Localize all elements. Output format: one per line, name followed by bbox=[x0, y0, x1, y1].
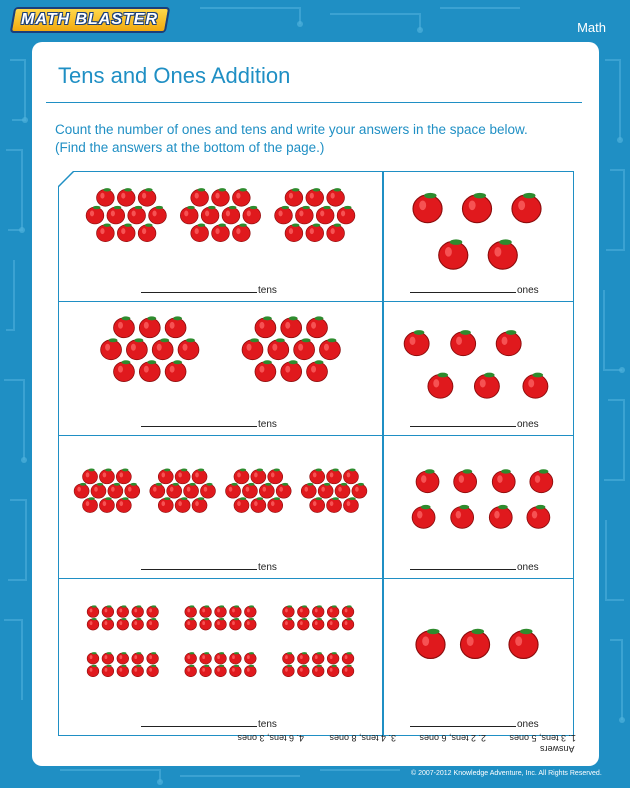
page-title: Tens and Ones Addition bbox=[58, 63, 291, 88]
apple-icon bbox=[126, 338, 147, 359]
apple-icon bbox=[125, 483, 140, 498]
answer-item-4: 4. 6 tens, 3 ones bbox=[237, 733, 304, 743]
apple-icon bbox=[281, 316, 302, 337]
apple-icon bbox=[180, 206, 198, 224]
apple-icon bbox=[230, 665, 242, 677]
apple-icon bbox=[215, 665, 227, 677]
apple-icon bbox=[117, 618, 129, 630]
apple-icon bbox=[117, 605, 129, 617]
apple-icon bbox=[244, 618, 256, 630]
apple-icon bbox=[152, 338, 173, 359]
apple-icon bbox=[147, 618, 159, 630]
apple-icon bbox=[138, 188, 156, 206]
apple-icon bbox=[297, 652, 309, 664]
apple-icon bbox=[318, 483, 333, 498]
apple-icon bbox=[327, 665, 339, 677]
apple-icon bbox=[492, 469, 515, 492]
apple-icon bbox=[342, 665, 354, 677]
apple-icon bbox=[327, 497, 342, 512]
apple-icon bbox=[342, 605, 354, 617]
apple-icon bbox=[276, 483, 291, 498]
apple-icon bbox=[165, 360, 186, 381]
apple-icon bbox=[117, 652, 129, 664]
apple-icon bbox=[251, 468, 266, 483]
apple-icon bbox=[185, 618, 197, 630]
apple-icon bbox=[83, 468, 98, 483]
apple-icon bbox=[312, 618, 324, 630]
apple-icon bbox=[212, 188, 230, 206]
logo-text: MATH BLASTER bbox=[21, 11, 159, 28]
ones-answer-blank[interactable] bbox=[410, 560, 516, 570]
apple-icon bbox=[185, 665, 197, 677]
apple-icon bbox=[283, 605, 295, 617]
apple-icon bbox=[343, 497, 358, 512]
apple-icon bbox=[117, 188, 135, 206]
apple-icon bbox=[226, 483, 241, 498]
apple-icon bbox=[132, 618, 144, 630]
apple-icon bbox=[404, 330, 429, 356]
tens-answer-blank[interactable] bbox=[141, 560, 257, 570]
apple-icon bbox=[117, 224, 135, 242]
apple-icon bbox=[312, 605, 324, 617]
apple-icon bbox=[175, 497, 190, 512]
apple-icon bbox=[451, 330, 476, 356]
apple-icon bbox=[102, 605, 114, 617]
apple-icon bbox=[230, 618, 242, 630]
ones-apples bbox=[384, 436, 573, 578]
apple-icon bbox=[243, 206, 261, 224]
apple-icon bbox=[343, 468, 358, 483]
apple-icon bbox=[316, 206, 334, 224]
tens-apples bbox=[59, 579, 382, 735]
apple-icon bbox=[97, 224, 115, 242]
answers-title: Answers bbox=[540, 744, 575, 754]
apple-icon bbox=[200, 483, 215, 498]
apple-icon bbox=[158, 497, 173, 512]
apple-icon bbox=[412, 505, 435, 528]
apple-icon bbox=[244, 665, 256, 677]
apple-icon bbox=[244, 605, 256, 617]
apple-icon bbox=[294, 338, 315, 359]
apple-icon bbox=[312, 652, 324, 664]
apple-icon bbox=[251, 497, 266, 512]
answer-item-2: 2. 2 tens, 6 ones bbox=[419, 733, 486, 743]
apple-icon bbox=[242, 338, 263, 359]
apple-icon bbox=[439, 239, 468, 269]
tens-apples bbox=[59, 436, 382, 578]
apple-icon bbox=[138, 224, 156, 242]
apple-icon bbox=[337, 206, 355, 224]
apple-icon bbox=[283, 665, 295, 677]
apple-icon bbox=[297, 665, 309, 677]
apple-icon bbox=[102, 618, 114, 630]
ones-cell bbox=[383, 301, 574, 436]
apple-icon bbox=[86, 206, 104, 224]
apple-icon bbox=[416, 629, 445, 659]
apple-icon bbox=[114, 316, 135, 337]
apple-icon bbox=[191, 188, 209, 206]
answer-item-1: 1. 3 tens, 5 ones bbox=[509, 733, 576, 743]
apple-icon bbox=[297, 618, 309, 630]
ones-answer-line[interactable] bbox=[410, 417, 539, 430]
tens-label: tens bbox=[258, 719, 277, 730]
apple-icon bbox=[327, 468, 342, 483]
apple-icon bbox=[185, 605, 197, 617]
apple-icon bbox=[191, 224, 209, 242]
apple-icon bbox=[102, 665, 114, 677]
apple-icon bbox=[488, 239, 517, 269]
apple-icon bbox=[87, 652, 99, 664]
apple-icon bbox=[192, 497, 207, 512]
tens-answer-blank[interactable] bbox=[141, 417, 257, 427]
apple-icon bbox=[108, 483, 123, 498]
apple-icon bbox=[167, 483, 182, 498]
apple-icon bbox=[158, 468, 173, 483]
apple-icon bbox=[285, 188, 303, 206]
apple-icon bbox=[99, 468, 114, 483]
apple-icon bbox=[496, 330, 521, 356]
apple-icon bbox=[87, 605, 99, 617]
apple-icon bbox=[215, 618, 227, 630]
instruction-line-1: Count the number of ones and tens and write your answers in the space below. bbox=[55, 122, 528, 137]
apple-icon bbox=[192, 468, 207, 483]
apple-icon bbox=[74, 483, 89, 498]
apple-icon bbox=[512, 193, 541, 223]
apple-icon bbox=[200, 652, 212, 664]
apple-icon bbox=[342, 618, 354, 630]
apple-icon bbox=[523, 373, 548, 399]
apple-icon bbox=[268, 468, 283, 483]
apple-icon bbox=[413, 193, 442, 223]
apple-icon bbox=[297, 605, 309, 617]
apple-icon bbox=[178, 338, 199, 359]
apple-icon bbox=[234, 468, 249, 483]
apple-icon bbox=[222, 206, 240, 224]
apple-icon bbox=[215, 652, 227, 664]
copyright: © 2007-2012 Knowledge Adventure, Inc. All Rights Reserved. bbox=[411, 770, 602, 777]
apple-icon bbox=[147, 652, 159, 664]
apple-icon bbox=[201, 206, 219, 224]
apple-icon bbox=[200, 618, 212, 630]
apple-icon bbox=[132, 605, 144, 617]
apple-icon bbox=[107, 206, 125, 224]
tens-answer-blank[interactable] bbox=[141, 283, 257, 293]
apple-icon bbox=[116, 497, 131, 512]
ones-apples bbox=[384, 579, 573, 735]
grid-corner-notch bbox=[58, 171, 74, 187]
apple-icon bbox=[283, 652, 295, 664]
apple-icon bbox=[230, 605, 242, 617]
apple-icon bbox=[342, 652, 354, 664]
apple-icon bbox=[312, 665, 324, 677]
apple-icon bbox=[255, 316, 276, 337]
tens-label: tens bbox=[258, 285, 277, 296]
apple-icon bbox=[306, 224, 324, 242]
ones-answer-blank[interactable] bbox=[410, 417, 516, 427]
apple-icon bbox=[327, 605, 339, 617]
tens-label: tens bbox=[258, 562, 277, 573]
apple-icon bbox=[132, 665, 144, 677]
apple-icon bbox=[101, 338, 122, 359]
apple-icon bbox=[139, 360, 160, 381]
tens-apples bbox=[59, 302, 382, 435]
ones-label: ones bbox=[517, 419, 539, 430]
ones-answer-line[interactable] bbox=[410, 560, 539, 573]
apple-icon bbox=[285, 224, 303, 242]
ones-answer-line[interactable] bbox=[410, 283, 539, 296]
tens-apples bbox=[59, 172, 382, 301]
apple-icon bbox=[509, 629, 538, 659]
apple-icon bbox=[212, 224, 230, 242]
apple-icon bbox=[139, 316, 160, 337]
apple-icon bbox=[307, 360, 328, 381]
tens-answer-line[interactable] bbox=[141, 417, 277, 430]
apple-icon bbox=[232, 188, 250, 206]
apple-icon bbox=[255, 360, 276, 381]
apple-icon bbox=[268, 497, 283, 512]
apple-icon bbox=[185, 652, 197, 664]
math-blaster-logo[interactable] bbox=[10, 7, 171, 33]
ones-label: ones bbox=[517, 285, 539, 296]
answers-row bbox=[60, 729, 580, 745]
apple-icon bbox=[327, 652, 339, 664]
apple-icon bbox=[150, 483, 165, 498]
apple-icon bbox=[462, 193, 491, 223]
ones-cell bbox=[383, 171, 574, 302]
apple-icon bbox=[215, 605, 227, 617]
apple-icon bbox=[306, 188, 324, 206]
apple-icon bbox=[149, 206, 167, 224]
apple-icon bbox=[530, 469, 553, 492]
apple-icon bbox=[259, 483, 274, 498]
apple-icon bbox=[200, 665, 212, 677]
apple-icon bbox=[335, 483, 350, 498]
apple-icon bbox=[242, 483, 257, 498]
apple-icon bbox=[116, 468, 131, 483]
apple-icon bbox=[232, 224, 250, 242]
apple-icon bbox=[281, 360, 302, 381]
instruction-line-2: (Find the answers at the bottom of the page.) bbox=[55, 140, 325, 155]
apple-icon bbox=[454, 469, 477, 492]
apple-icon bbox=[99, 497, 114, 512]
apple-icon bbox=[283, 618, 295, 630]
tens-cell bbox=[58, 435, 383, 579]
apple-icon bbox=[114, 360, 135, 381]
apple-icon bbox=[102, 652, 114, 664]
ones-cell bbox=[383, 435, 574, 579]
ones-apples bbox=[384, 172, 573, 301]
apple-icon bbox=[310, 497, 325, 512]
ones-cell bbox=[383, 578, 574, 736]
tens-answer-blank[interactable] bbox=[141, 717, 257, 727]
apple-icon bbox=[165, 316, 186, 337]
apple-icon bbox=[87, 665, 99, 677]
apple-icon bbox=[234, 497, 249, 512]
apple-icon bbox=[184, 483, 199, 498]
title-divider bbox=[46, 102, 582, 103]
apple-icon bbox=[416, 469, 439, 492]
ones-apples bbox=[384, 302, 573, 435]
apple-icon bbox=[327, 618, 339, 630]
apple-icon bbox=[230, 652, 242, 664]
apple-icon bbox=[460, 629, 489, 659]
apple-icon bbox=[117, 665, 129, 677]
apple-icon bbox=[320, 338, 341, 359]
apple-icon bbox=[295, 206, 313, 224]
tens-cell bbox=[58, 578, 383, 736]
subject-label: Math bbox=[577, 20, 606, 35]
apple-icon bbox=[527, 505, 550, 528]
apple-icon bbox=[428, 373, 453, 399]
apple-icon bbox=[147, 605, 159, 617]
apple-icon bbox=[87, 618, 99, 630]
apple-icon bbox=[352, 483, 367, 498]
ones-answer-blank[interactable] bbox=[410, 717, 516, 727]
apple-icon bbox=[244, 652, 256, 664]
apple-icon bbox=[97, 188, 115, 206]
apple-icon bbox=[474, 373, 499, 399]
tens-cell bbox=[58, 171, 383, 302]
apple-icon bbox=[268, 338, 289, 359]
apple-icon bbox=[310, 468, 325, 483]
ones-label: ones bbox=[517, 562, 539, 573]
tens-cell bbox=[58, 301, 383, 436]
apple-icon bbox=[275, 206, 293, 224]
tens-answer-line[interactable] bbox=[141, 283, 277, 296]
instructions bbox=[55, 121, 585, 157]
apple-icon bbox=[200, 605, 212, 617]
ones-label: ones bbox=[517, 719, 539, 730]
apple-icon bbox=[451, 505, 474, 528]
apple-icon bbox=[132, 652, 144, 664]
ones-answer-blank[interactable] bbox=[410, 283, 516, 293]
tens-label: tens bbox=[258, 419, 277, 430]
apple-icon bbox=[91, 483, 106, 498]
apple-icon bbox=[147, 665, 159, 677]
apple-icon bbox=[327, 224, 345, 242]
apple-icon bbox=[307, 316, 328, 337]
tens-answer-line[interactable] bbox=[141, 560, 277, 573]
apple-icon bbox=[175, 468, 190, 483]
apple-icon bbox=[301, 483, 316, 498]
apple-icon bbox=[489, 505, 512, 528]
answer-item-3: 3. 4 tens, 8 ones bbox=[329, 733, 396, 743]
apple-icon bbox=[128, 206, 146, 224]
apple-icon bbox=[327, 188, 345, 206]
apple-icon bbox=[83, 497, 98, 512]
